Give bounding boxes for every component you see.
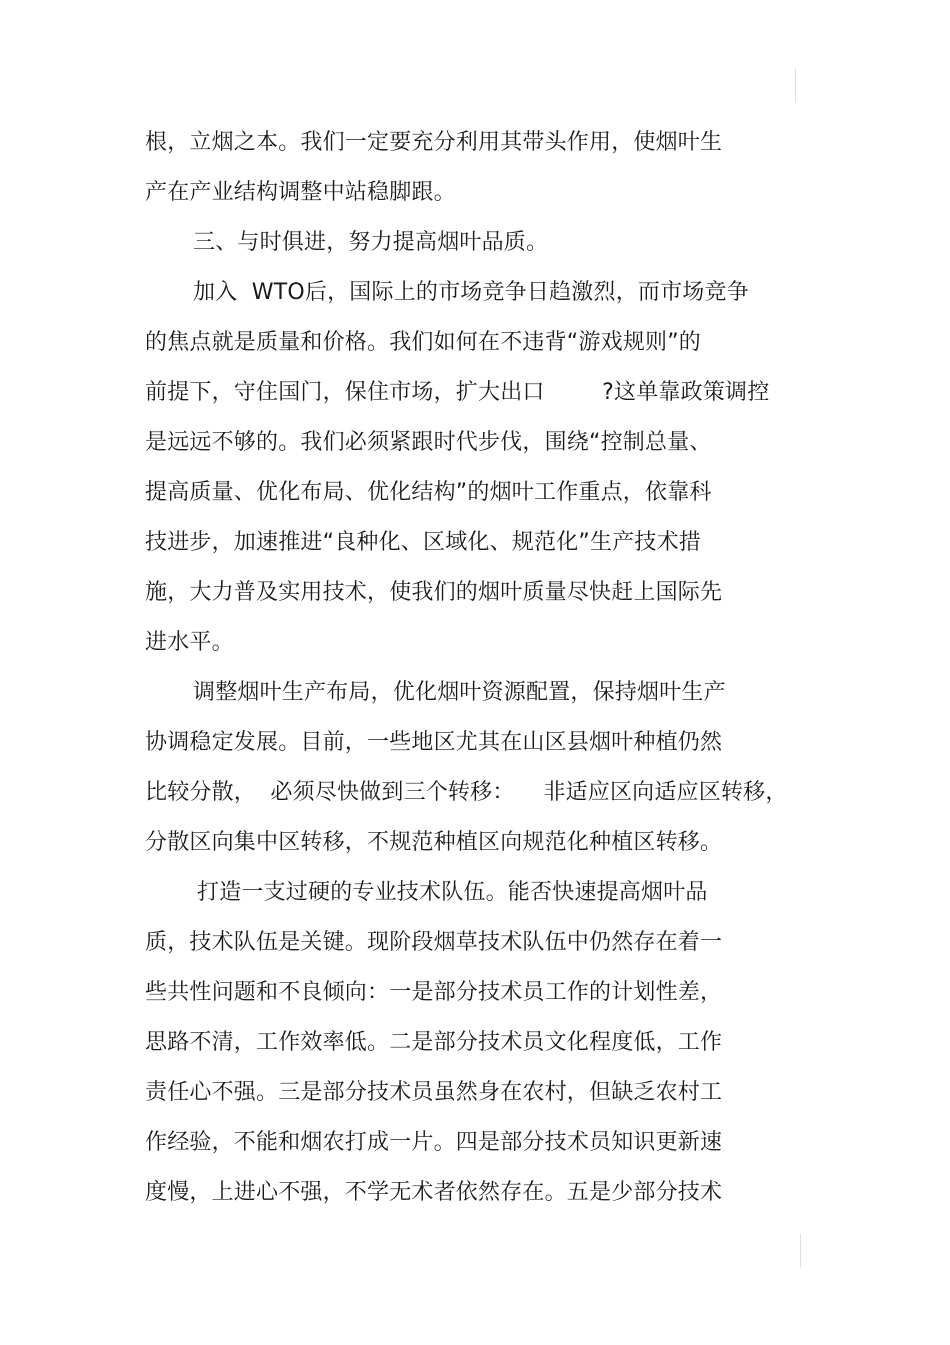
text-line: 些共性问题和不良倾向：一是部分技术员工作的计划性差， — [145, 980, 723, 1005]
text-line: 思路不清，工作效率低。二是部分技术员文化程度低，工作 — [145, 1030, 723, 1055]
page-edge-mark-top — [795, 68, 796, 102]
text-line: 调整烟叶生产布局，优化烟叶资源配置，保持烟叶生产 — [193, 680, 726, 705]
text-line: 的焦点就是质量和价格。我们如何在不违背“游戏规则”的 — [145, 330, 701, 355]
section-heading: 三、与时俱进，努力提高烟叶品质。 — [193, 230, 549, 255]
text-line: 打造一支过硬的专业技术队伍。能否快速提高烟叶品 — [197, 880, 708, 905]
text-line: 产在产业结构调整中站稳脚跟。 — [145, 180, 456, 205]
text-line: 前提下，守住国门，保住市场，扩大出口 ?这单靠政策调控 — [145, 380, 770, 405]
text-line: 技进步，加速推进“良种化、区域化、规范化”生产技术措 — [145, 530, 701, 555]
text-line: 进水平。 — [145, 630, 234, 655]
text-line: 质，技术队伍是关键。现阶段烟草技术队伍中仍然存在着一 — [145, 930, 723, 955]
text-line: 施，大力普及实用技术，使我们的烟叶质量尽快赶上国际先 — [145, 580, 723, 605]
text-line: 协调稳定发展。目前，一些地区尤其在山区县烟叶种植仍然 — [145, 730, 723, 755]
text-line: 加入 WTO后，国际上的市场竞争日趋激烈，而市场竞争 — [193, 280, 749, 305]
text-line: 作经验，不能和烟农打成一片。四是部分技术员知识更新速 — [145, 1130, 723, 1155]
page-edge-mark-bottom — [800, 1234, 801, 1268]
text-line: 根，立烟之本。我们一定要充分利用其带头作用，使烟叶生 — [145, 130, 723, 155]
text-line: 提高质量、优化布局、优化结构”的烟叶工作重点，依靠科 — [145, 480, 712, 505]
text-line: 比较分散， 必须尽快做到三个转移： 非适应区向适应区转移， — [145, 780, 788, 805]
text-line: 责任心不强。三是部分技术员虽然身在农村，但缺乏农村工 — [145, 1080, 723, 1105]
text-line: 度慢，上进心不强，不学无术者依然存在。五是少部分技术 — [145, 1180, 723, 1205]
text-line: 分散区向集中区转移，不规范种植区向规范化种植区转移。 — [145, 830, 723, 855]
text-line: 是远远不够的。我们必须紧跟时代步伐，围绕“控制总量、 — [145, 430, 712, 455]
